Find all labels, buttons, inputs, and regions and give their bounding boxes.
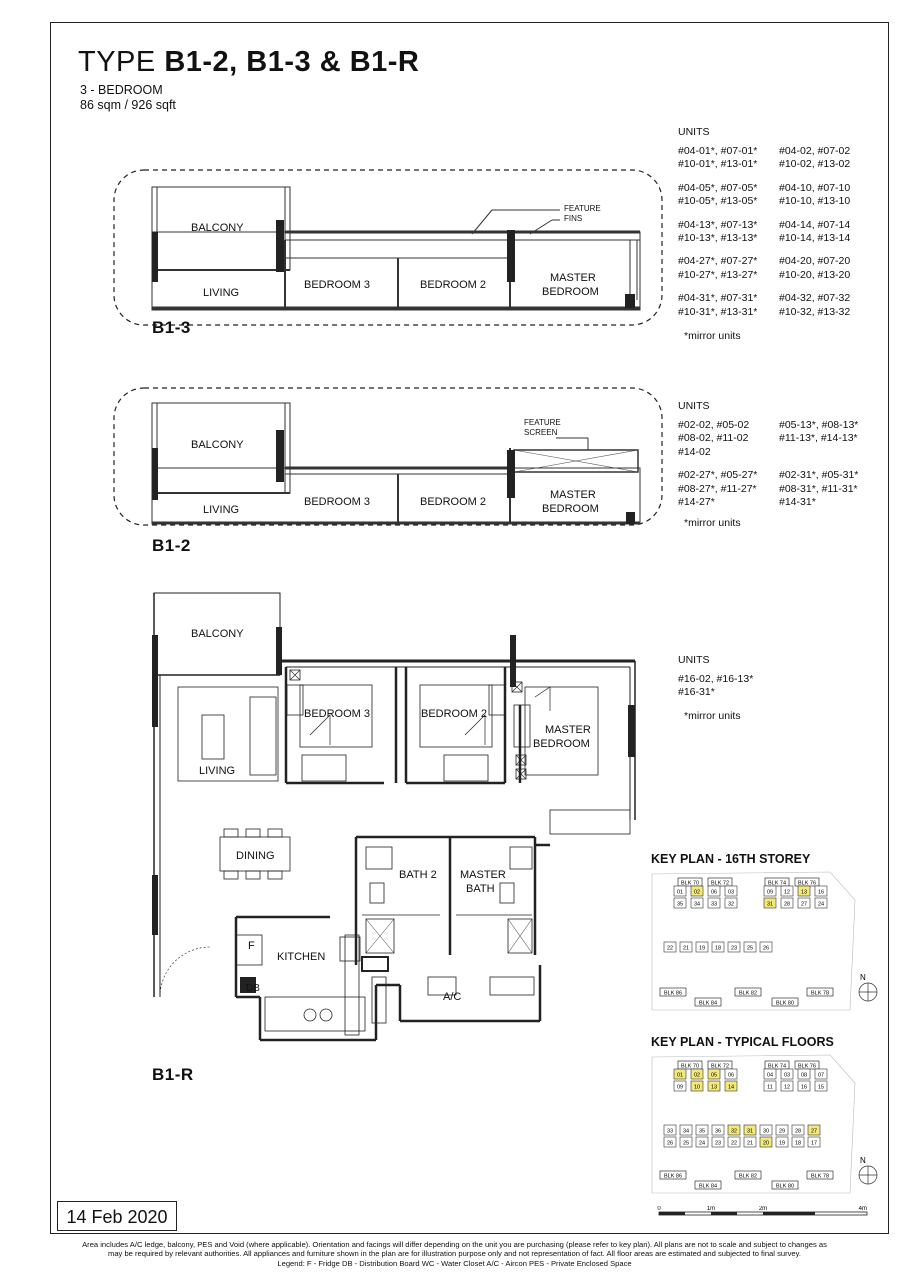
unit-list-item: #04-10, #07-10 (779, 181, 851, 194)
b12-master-label-2: BEDROOM (542, 503, 599, 515)
b13-units-left (678, 145, 757, 319)
unit-number: 17 (810, 1140, 818, 1147)
north-label: N (860, 1156, 866, 1165)
block-label: BLK 74 (767, 880, 787, 887)
b13-units-right (779, 145, 850, 319)
b1r-master-label-2: BEDROOM (533, 738, 590, 750)
unit-list-item: #02-31*, #05-31* (779, 469, 859, 482)
unit-number: 03 (783, 1072, 791, 1079)
b13-feature-label-2: FINS (564, 214, 583, 223)
unit-number: 24 (817, 901, 825, 908)
unit-list-item: #04-14, #07-14 (779, 218, 851, 231)
unit-list-item: #10-05*, #13-05* (678, 195, 758, 208)
keyplan-typical-map (650, 1053, 890, 1198)
b12-units-left (678, 419, 757, 509)
unit-number: 07 (817, 1072, 825, 1079)
unit-list-item: #10-13*, #13-13* (678, 232, 758, 245)
unit-number: 28 (783, 901, 791, 908)
b13-floorplan (100, 160, 680, 370)
b1r-kitchen-label: KITCHEN (277, 951, 326, 963)
unit-number: 12 (783, 1084, 791, 1091)
block-label: BLK 86 (663, 1173, 683, 1180)
block-label: BLK 70 (680, 1063, 700, 1070)
unit-number: 03 (727, 889, 735, 896)
keyplan-16-title: KEY PLAN - 16TH STOREY (651, 852, 811, 866)
unit-area: 86 sqm / 926 sqft (80, 98, 176, 112)
b1r-floorplan (140, 585, 650, 1050)
unit-number: 13 (800, 889, 808, 896)
b12-feature-label-1: FEATURE (524, 418, 561, 427)
unit-number: 30 (762, 1128, 770, 1135)
unit-list-item: #10-02, #13-02 (779, 158, 851, 171)
b1r-bath2-label: BATH 2 (399, 869, 437, 881)
unit-number: 08 (800, 1072, 808, 1079)
unit-number: 25 (746, 945, 754, 952)
unit-list-item: #10-10, #13-10 (779, 195, 851, 208)
unit-number: 06 (710, 889, 718, 896)
b13-living-label: LIVING (203, 287, 240, 299)
unit-list-item: #10-20, #13-20 (779, 268, 851, 281)
scale-label: 0 (657, 1206, 661, 1212)
page-title: TYPE B1-2, B1-3 & B1-R (78, 46, 420, 78)
unit-number: 10 (693, 1084, 701, 1091)
scale-label: 2m (758, 1206, 768, 1212)
b1r-ac-label: A/C (443, 991, 462, 1003)
scale-label: 4m (858, 1206, 867, 1212)
footer-legend: Legend: F - Fridge DB - Distribution Board WC - Water Closet A/C - Aircon PES - Private Enclosed Space (277, 1259, 632, 1268)
unit-number: 19 (698, 945, 706, 952)
b13-bedroom2-label: BEDROOM 2 (420, 279, 487, 291)
scale-bar-segment (711, 1212, 737, 1215)
unit-number: 35 (698, 1128, 706, 1135)
unit-list-item: #04-27*, #07-27* (678, 255, 758, 268)
unit-number: 27 (810, 1128, 818, 1135)
b1r-bedroom2-label: BEDROOM 2 (421, 708, 488, 720)
b12-bedroom2-label: BEDROOM 2 (420, 496, 487, 508)
unit-number: 01 (676, 1072, 684, 1079)
unit-number: 18 (714, 945, 722, 952)
b12-plan-label: B1-2 (152, 536, 191, 555)
b13-master-label-1: MASTER (550, 272, 596, 284)
b12-balcony-label: BALCONY (191, 439, 244, 451)
unit-number: 35 (676, 901, 684, 908)
block-label: BLK 76 (797, 1063, 817, 1070)
b13-bedroom3-label: BEDROOM 3 (304, 279, 371, 291)
unit-list-item: #10-32, #13-32 (779, 305, 851, 318)
block-label: BLK 78 (810, 990, 830, 997)
b1r-bedroom3-label: BEDROOM 3 (304, 708, 371, 720)
unit-list-item: #04-02, #07-02 (779, 145, 851, 157)
unit-number: 05 (710, 1072, 718, 1079)
b1r-dining-label: DINING (236, 850, 275, 862)
unit-list-item: #04-13*, #07-13* (678, 218, 758, 231)
unit-list-item: #04-05*, #07-05* (678, 181, 758, 194)
unit-number: 21 (682, 945, 690, 952)
unit-number: 18 (794, 1140, 802, 1147)
b13-master-label-2: BEDROOM (542, 286, 599, 298)
b1r-master-bath-label-1: MASTER (460, 869, 506, 881)
unit-number: 02 (693, 889, 701, 896)
b12-master-label-1: MASTER (550, 489, 596, 501)
b12-mirror-note: *mirror units (684, 517, 741, 529)
b1r-mirror-note: *mirror units (684, 710, 741, 722)
b12-units-title: UNITS (678, 400, 710, 412)
unit-number: 20 (762, 1140, 770, 1147)
unit-number: 21 (746, 1140, 754, 1147)
unit-number: 28 (794, 1128, 802, 1135)
unit-number: 31 (746, 1128, 754, 1135)
unit-list-item: #16-02, #16-13* (678, 673, 754, 685)
date-stamp: 14 Feb 2020 (57, 1201, 177, 1231)
unit-number: 12 (783, 889, 791, 896)
b1r-plan-label: B1-R (152, 1065, 194, 1084)
b13-balcony-label: BALCONY (191, 222, 244, 234)
unit-list-item: #10-31*, #13-31* (678, 305, 758, 318)
block-label: BLK 74 (767, 1063, 787, 1070)
unit-list-item: #04-20, #07-20 (779, 255, 851, 268)
unit-number: 16 (800, 1084, 808, 1091)
unit-list-item: #14-02 (678, 445, 711, 458)
b1r-fridge-label: F (248, 940, 255, 952)
unit-number: 09 (676, 1084, 684, 1091)
unit-list-item: #08-31*, #11-31* (779, 482, 858, 495)
unit-number: 32 (730, 1128, 738, 1135)
unit-list-item: #16-31* (678, 686, 715, 699)
unit-number: 26 (666, 1140, 674, 1147)
b12-living-label: LIVING (203, 504, 240, 516)
block-label: BLK 80 (775, 1183, 795, 1190)
unit-list-item: #10-27*, #13-27* (678, 268, 758, 281)
bedroom-count: 3 - BEDROOM (80, 83, 163, 97)
block-label: BLK 78 (810, 1173, 830, 1180)
b1r-balcony-label: BALCONY (191, 628, 244, 640)
keyplan-16-map (650, 870, 890, 1015)
unit-list-item: #11-13*, #14-13* (779, 432, 858, 445)
b1r-units-list (678, 673, 753, 700)
unit-number: 23 (730, 945, 738, 952)
unit-number: 04 (766, 1072, 774, 1079)
block-label: BLK 84 (698, 1000, 718, 1007)
block-label: BLK 82 (738, 990, 758, 997)
footer-disclaimer-line-2: may be required by relevant authorities. All appliances and furniture shown in the plan are for illustration purpose only and not representation of fact. All floor areas are estimated and subjected to final survey. (108, 1249, 801, 1258)
unit-number: 22 (730, 1140, 738, 1147)
unit-number: 13 (710, 1084, 718, 1091)
block-label: BLK 76 (797, 880, 817, 887)
b1r-master-bath-label-2: BATH (466, 883, 495, 895)
unit-number: 09 (766, 889, 774, 896)
b1r-master-label-1: MASTER (545, 724, 591, 736)
unit-list-item: #10-14, #13-14 (779, 232, 851, 245)
unit-number: 14 (727, 1084, 735, 1091)
block-label: BLK 86 (663, 990, 683, 997)
b12-bedroom3-label: BEDROOM 3 (304, 496, 371, 508)
unit-list-item: #14-27* (678, 496, 715, 509)
unit-number: 19 (778, 1140, 786, 1147)
b13-plan-label: B1-3 (152, 318, 191, 337)
unit-list-item: #04-01*, #07-01* (678, 145, 758, 157)
block-label: BLK 80 (775, 1000, 795, 1007)
block-label: BLK 84 (698, 1183, 718, 1190)
block-label: BLK 72 (710, 880, 730, 887)
north-label: N (860, 973, 866, 982)
unit-number: 11 (767, 1084, 773, 1091)
block-label: BLK 72 (710, 1063, 730, 1070)
b1r-units-title: UNITS (678, 654, 710, 666)
unit-number: 32 (727, 901, 735, 908)
unit-number: 33 (666, 1128, 674, 1135)
b12-feature-label-2: SCREEN (524, 428, 558, 437)
unit-list-item: #04-32, #07-32 (779, 292, 851, 305)
scale-bar (655, 1206, 880, 1226)
unit-number: 01 (676, 889, 684, 896)
unit-number: 23 (714, 1140, 722, 1147)
unit-number: 25 (682, 1140, 690, 1147)
unit-list-item: #02-27*, #05-27* (678, 469, 758, 482)
unit-list-item: #08-02, #11-02 (678, 432, 749, 445)
unit-number: 36 (714, 1128, 722, 1135)
unit-list-item: #14-31* (779, 496, 816, 509)
unit-number: 24 (698, 1140, 706, 1147)
b13-feature-label-1: FEATURE (564, 204, 601, 213)
scale-label: 1m (706, 1206, 716, 1212)
scale-bar-segment (763, 1212, 815, 1215)
unit-number: 34 (682, 1128, 690, 1135)
b13-units-title: UNITS (678, 126, 710, 138)
unit-list-item: #02-02, #05-02 (678, 419, 750, 431)
unit-number: 22 (666, 945, 674, 952)
unit-number: 29 (778, 1128, 786, 1135)
b1r-db-label: DB (246, 983, 260, 994)
unit-list-item: #10-01*, #13-01* (678, 158, 758, 171)
keyplan-typical-title: KEY PLAN - TYPICAL FLOORS (651, 1035, 834, 1049)
scale-bar-segment (659, 1212, 685, 1215)
unit-number: 06 (727, 1072, 735, 1079)
b1r-living-label: LIVING (199, 765, 236, 777)
unit-number: 16 (817, 889, 825, 896)
block-label: BLK 70 (680, 880, 700, 887)
unit-number: 26 (762, 945, 770, 952)
unit-number: 02 (693, 1072, 701, 1079)
unit-number: 34 (693, 901, 701, 908)
unit-number: 33 (710, 901, 718, 908)
block-label: BLK 82 (738, 1173, 758, 1180)
b13-mirror-note: *mirror units (684, 330, 741, 342)
unit-list-item: #08-27*, #11-27* (678, 482, 757, 495)
footer-disclaimer-line-1: Area includes A/C ledge, balcony, PES and Void (where applicable). Orientation and facings will differ depending on the unit you are purchasing (please refer to key plan). All plans are not to scale and subject to changes as (82, 1240, 827, 1249)
unit-list-item: #04-31*, #07-31* (678, 292, 758, 305)
unit-number: 31 (766, 901, 774, 908)
unit-number: 27 (800, 901, 808, 908)
b12-units-right (779, 419, 858, 509)
unit-list-item: #05-13*, #08-13* (779, 419, 859, 431)
unit-number: 15 (817, 1084, 825, 1091)
